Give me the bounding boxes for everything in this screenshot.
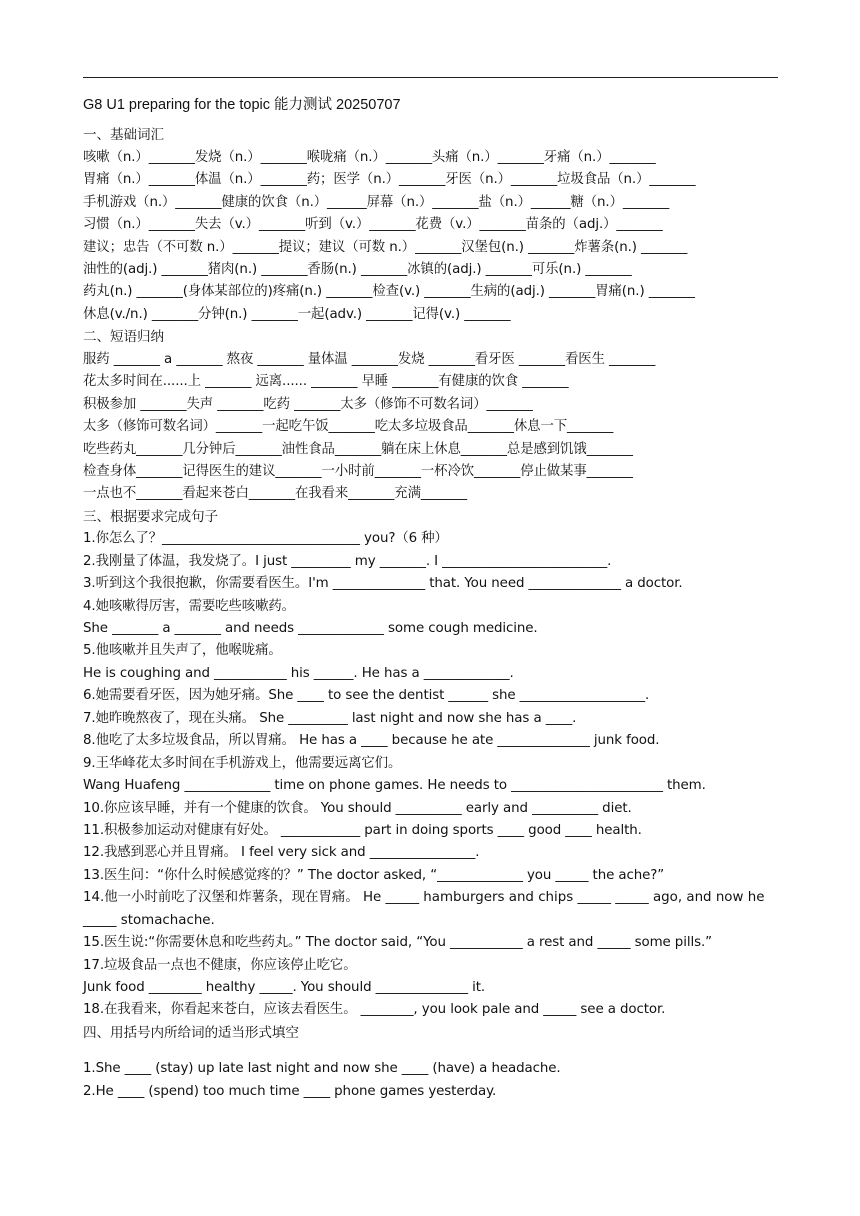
sentence-line: 10.你应该早睡，并有一个健康的饮食。 You should __________ early and __________ diet.: [83, 800, 632, 816]
vocab-line: 休息(v./n.) _______分钟(n.) _______一起(adv.) _______记得(v.) _______: [83, 306, 511, 322]
phrase-line: 服药 _______ a _______ 熬夜 _______ 量体温 _______发烧 _______看牙医 _______看医生 _______: [83, 351, 656, 367]
section-heading: 四、用括号内所给词的适当形式填空: [83, 1024, 299, 1041]
vocab-line: 咳嗽（n.）_______发烧（n.）_______喉咙痛（n.）_______头痛（n.）_______牙痛（n.）_______: [83, 149, 656, 165]
sentence-line: 6.她需要看牙医，因为她牙痛。She ____ to see the dentist ______ she ___________________.: [83, 688, 650, 704]
phrase-line: 花太多时间在......上 _______ 远离...... _______ 早睡 _______有健康的饮食 _______: [83, 374, 569, 390]
vocab-line: 药丸(n.) _______(身体某部位的)疼痛(n.) _______检查(v.) _______生病的(adj.) _______胃痛(n.) _______: [83, 284, 695, 300]
sentence-line: 1.你怎么了？______________________________ you?（6 种）: [83, 531, 448, 547]
phrase-line: 积极参加 _______失声 _______吃药 _______太多（修饰不可数名词）_______: [83, 396, 533, 412]
sentence-line: 17.垃圾食品一点也不健康，你应该停止吃它。: [83, 957, 357, 973]
sentence-line: 13.医生问：“你什么时候感觉疼的？” The doctor asked, “_____________ you _____ the ache?”: [83, 867, 665, 883]
spacer: [83, 1044, 783, 1058]
header-rule: [83, 77, 778, 78]
sentence-line: 2.我刚量了体温，我发烧了。I just _________ my _______. I _________________________.: [83, 553, 612, 569]
sentence-line: Wang Huafeng _____________ time on phone games. He needs to _______________________ them.: [83, 778, 706, 794]
sentence-line: 8.他吃了太多垃圾食品，所以胃痛。 He has a ____ because he ate ______________ junk food.: [83, 733, 660, 749]
sentence-line: 14.他一小时前吃了汉堡和炸薯条，现在胃痛。 He _____ hamburgers and chips _____ _____ ago, and now he _____ stomachache.: [83, 890, 765, 928]
sentence-line: 4.她咳嗽得厉害，需要吃些咳嗽药。: [83, 598, 295, 614]
sentence-line: 11.积极参加运动对健康有好处。 ____________ part in doing sports ____ good ____ health.: [83, 822, 642, 838]
vocab-line: 建议；忠告（不可数 n.）_______提议；建议（可数 n.）_______汉堡包(n.) _______炸薯条(n.) _______: [83, 239, 688, 255]
vocab-line: 油性的(adj.) _______猪肉(n.) _______香肠(n.) _______冰镇的(adj.) _______可乐(n.) _______: [83, 262, 632, 278]
vocab-line: 胃痛（n.）_______体温（n.）_______药；医学（n.）_______牙医（n.）_______垃圾食品（n.）_______: [83, 172, 696, 188]
sentence-line: 9.王华峰花太多时间在手机游戏上，他需要远离它们。: [83, 755, 402, 771]
sentence-line: 12.我感到恶心并且胃痛。 I feel very sick and ________________.: [83, 845, 480, 861]
sentence-line: 3.听到这个我很抱歉，你需要看医生。I'm ______________ that. You need ______________ a doctor.: [83, 576, 683, 592]
phrase-line: 检查身体_______记得医生的建议_______一小时前_______一杯冷饮_______停止做某事_______: [83, 463, 633, 479]
sentence-line: Junk food ________ healthy _____. You should ______________ it.: [83, 980, 486, 996]
phrase-line: 吃些药丸_______几分钟后_______油性食品_______躺在床上休息_______总是感到饥饿_______: [83, 441, 633, 457]
section-heading: 二、短语归纳: [83, 329, 164, 346]
phrase-line: 太多（修饰可数名词）_______一起吃午饭_______吃太多垃圾食品_______休息一下_______: [83, 419, 614, 435]
section-heading: 三、根据要求完成句子: [83, 508, 218, 525]
sentence-line: 7.她昨晚熬夜了，现在头痛。 She _________ last night and now she has a ____.: [83, 710, 577, 726]
section-heading: 一、基础词汇: [83, 127, 164, 144]
sentence-line: 15.医生说:“你需要休息和吃些药丸。” The doctor said, “You ___________ a rest and _____ some pills.”: [83, 935, 712, 951]
vocab-line: 习惯（n.）_______失去（v.）_______听到（v.）_______花费（v.）_______苗条的（adj.）_______: [83, 217, 663, 233]
sentence-line: 18.在我看来，你看起来苍白，应该去看医生。 ________, you look pale and _____ see a doctor.: [83, 1002, 666, 1018]
sentence-line: He is coughing and ___________ his ______. He has a _____________.: [83, 665, 514, 681]
phrase-line: 一点也不_______看起来苍白_______在我看来_______充满_______: [83, 486, 468, 502]
sentence-line: She _______ a _______ and needs _____________ some cough medicine.: [83, 621, 538, 637]
fill-blank-line: 2.He ____ (spend) too much time ____ phone games yesterday.: [83, 1083, 497, 1099]
sentence-line: 5.他咳嗽并且失声了，他喉咙痛。: [83, 643, 282, 659]
worksheet: [83, 94, 783, 1103]
fill-blank-line: 1.She ____ (stay) up late last night and now she ____ (have) a headache.: [83, 1061, 561, 1077]
vocab-line: 手机游戏（n.）_______健康的饮食（n.）______屏幕（n.）_______盐（n.）______糖（n.）_______: [83, 194, 670, 210]
page-title: G8 U1 preparing for the topic 能力测试 20250707: [83, 97, 401, 113]
